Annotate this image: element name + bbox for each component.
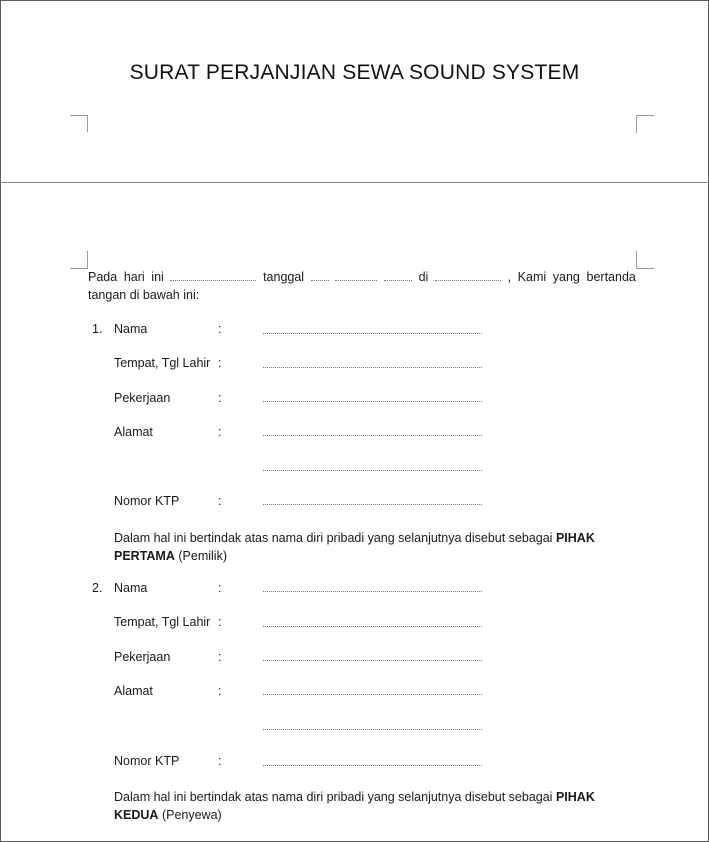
crop-mark-body-left (70, 251, 88, 269)
party-2-colon-nama: : (218, 581, 222, 595)
party-2-blank-ktp (263, 764, 482, 766)
party-2-label-alamat: Alamat (114, 684, 153, 698)
intro-word: Pada (88, 270, 118, 284)
party-1-role-name: PERTAMA (114, 549, 175, 563)
crop-mark-top-left (70, 115, 88, 132)
intro-word: ini (151, 270, 164, 284)
intro-paragraph (88, 268, 636, 304)
intro-word: yang (552, 270, 580, 284)
blank-hari (170, 270, 256, 281)
party-2-colon-ktp: : (218, 754, 222, 768)
party-2-blank-ttl (263, 625, 482, 627)
party-2-role-name: KEDUA (114, 808, 159, 822)
party-2-colon-alamat: : (218, 684, 222, 698)
party-2-label-ktp: Nomor KTP (114, 754, 180, 768)
intro-word: di (418, 270, 429, 284)
party-1-role: PIHAK (555, 531, 595, 545)
document-title: SURAT PERJANJIAN SEWA SOUND SYSTEM (129, 61, 580, 84)
intro-line-1 (88, 268, 636, 286)
party-1-blank-alamat-1 (263, 434, 482, 436)
party-1-label-nama: Nama (114, 322, 148, 336)
party-1-label-pekerjaan: Pekerjaan (114, 391, 171, 405)
party-2-blank-alamat-1 (263, 693, 482, 695)
party-1-statement-text: Dalam hal ini bertindak atas nama diri pribadi yang selanjutnya disebut sebagai (114, 531, 553, 545)
party-1-colon-pekerjaan: : (218, 391, 222, 405)
blank-tanggal-1 (311, 270, 329, 281)
party-1-colon-ttl: : (218, 356, 222, 370)
party-2-statement (114, 788, 634, 824)
intro-word (508, 268, 511, 286)
blank-tanggal-2 (335, 270, 377, 281)
blank-tanggal-3 (384, 270, 412, 281)
party-1-colon-alamat: : (218, 425, 222, 439)
party-1-role-suffix: (Pemilik) (178, 549, 227, 563)
intro-word: Kami (517, 270, 547, 284)
comma: , (507, 270, 512, 284)
party-1-blank-ktp (263, 503, 482, 505)
party-2-label-nama: Nama (114, 581, 148, 595)
party-2-role: PIHAK (555, 790, 595, 804)
party-1-label-ktp: Nomor KTP (114, 494, 180, 508)
party-2-blank-nama (263, 590, 482, 592)
party-1-label-ttl: Tempat, Tgl Lahir (114, 356, 211, 370)
party-2-statement-text: Dalam hal ini bertindak atas nama diri pribadi yang selanjutnya disebut sebagai (114, 790, 553, 804)
party-2-blank-pekerjaan (263, 659, 482, 661)
page-break-divider (0, 182, 709, 183)
party-1-label-alamat: Alamat (114, 425, 153, 439)
party-2-blank-alamat-2 (263, 728, 482, 730)
crop-mark-top-right (636, 115, 654, 133)
party-2-colon-ttl: : (218, 615, 222, 629)
party-1-colon-ktp: : (218, 494, 222, 508)
party-1-blank-nama (263, 332, 482, 334)
intro-line-2: tangan di bawah ini: (88, 288, 200, 302)
party-1-statement (114, 529, 634, 565)
blank-di (435, 270, 501, 281)
intro-word: hari (123, 270, 145, 284)
party-2-colon-pekerjaan: : (218, 650, 222, 664)
party-1-colon-nama: : (218, 322, 222, 336)
crop-mark-body-right (636, 251, 654, 269)
party-2-label-ttl: Tempat, Tgl Lahir (114, 615, 211, 629)
intro-word: tanggal (263, 270, 305, 284)
party-2-role-suffix: (Penyewa) (161, 808, 222, 822)
party-1-blank-alamat-2 (263, 469, 482, 471)
party-2-number: 2. (92, 581, 103, 595)
party-1-blank-pekerjaan (263, 400, 482, 402)
party-1-blank-ttl (263, 366, 482, 368)
party-2-label-pekerjaan: Pekerjaan (114, 650, 171, 664)
intro-word: bertanda (586, 270, 636, 284)
party-1-number: 1. (92, 322, 103, 336)
